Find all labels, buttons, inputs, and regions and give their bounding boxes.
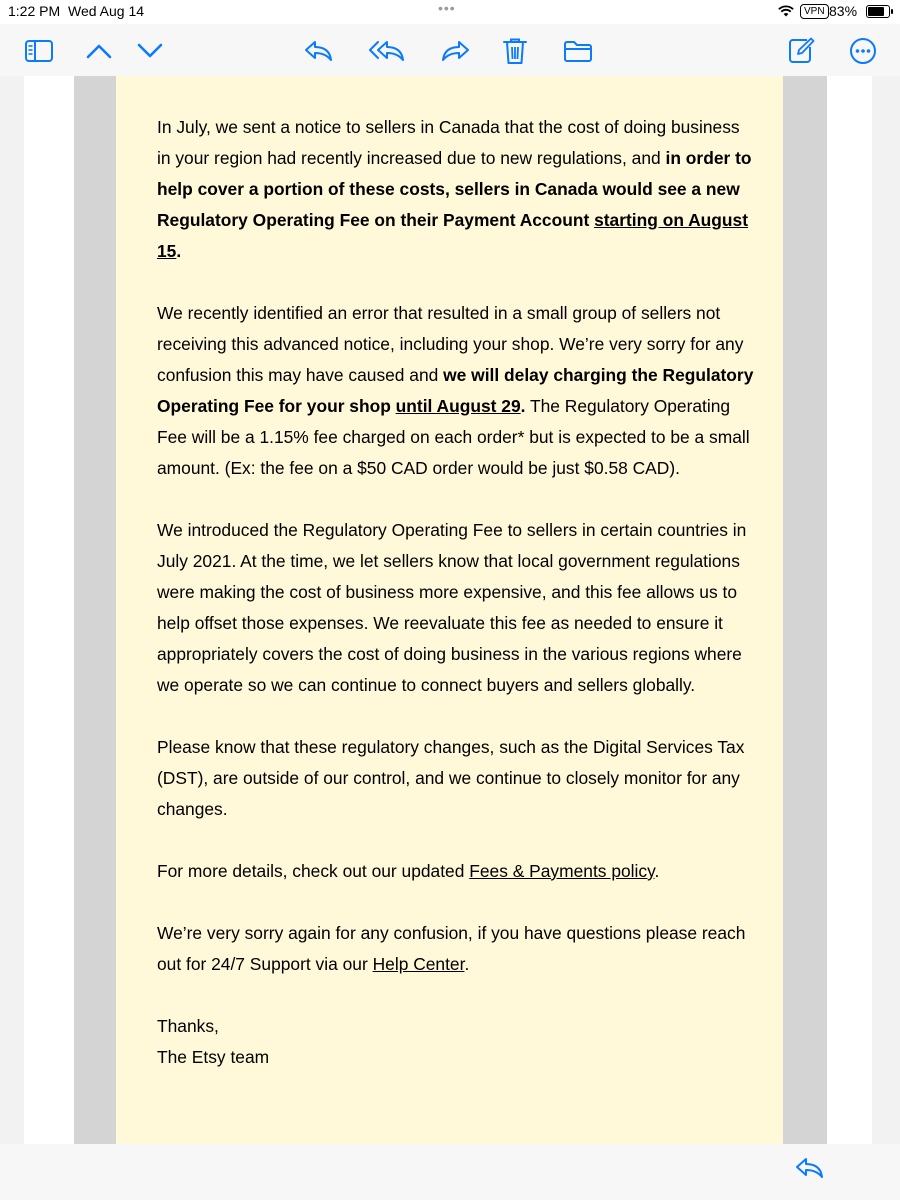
wifi-icon [778,4,794,20]
page-margin-left [0,76,24,1144]
status-bar [0,0,900,24]
sidebar-icon[interactable] [24,36,54,66]
paragraph-3: We introduced the Regulatory Operating Fee to sellers in certain countries in July 2021. At the time, we let sellers know that local government regulations were making the cost of business more expensive, and this fee allows us to help offset those expenses. We reevaluate this fee as needed to ensure it appropriately covers the cost of doing business in the various regions where we operate so we can continue to connect buyers and sellers globally. [157,520,747,695]
bottom-toolbar [0,1144,900,1200]
reply-icon[interactable] [304,36,334,66]
chevron-up-icon[interactable] [84,36,114,66]
mail-toolbar [0,24,900,76]
signoff: Thanks, [157,1016,219,1036]
email-border-left [74,76,116,1144]
paragraph-2: We recently identified an error that resulted in a small group of sellers not receiving this advanced notice, including your shop. We’re very sorry for any confusion this may have caused and we will delay charging the Regulatory Operating Fee for your shop until August 29. The Regulatory Operating Fee will be a 1.15% fee charged on each order* but is expected to be a small amount. (Ex: the fee on a $50 CAD order would be just $0.58 CAD). [157,303,754,478]
paragraph-4: Please know that these regulatory changes, such as the Digital Services Tax (DST), are outside of our control, and we continue to closely monitor for any changes. [157,737,745,819]
email-border-right [783,76,827,1144]
battery-icon [866,5,890,18]
forward-icon[interactable] [440,36,470,66]
paragraph-1: In July, we sent a notice to sellers in Canada that the cost of doing business in your region had recently increased due to new regulations, and in order to help cover a portion of these costs, sellers in Canada would see a new Regulatory Operating Fee on their Payment Account starting on August 15. [157,117,752,261]
help-center-link[interactable]: Help Center [372,954,465,974]
multitasking-dots-icon[interactable]: ••• [438,0,456,16]
paragraph-5: For more details, check out our updated Fees & Payments policy. [157,861,660,881]
trash-icon[interactable] [500,36,530,66]
compose-icon[interactable] [786,36,816,66]
signature: The Etsy team [157,1047,270,1067]
paragraph-6: We’re very sorry again for any confusion, if you have questions please reach out for 24/7 Support via our Help Center. [157,923,746,974]
status-time: 1:22 PM [8,3,61,19]
more-icon[interactable] [848,36,878,66]
date-delay-link[interactable]: until August 29 [395,396,521,416]
status-date: Wed Aug 14 [68,3,145,19]
battery-percent: 83% [829,3,858,19]
folder-icon[interactable] [563,36,593,66]
date-start-link[interactable]: starting on August 15 [157,210,749,261]
vpn-badge: VPN [800,4,829,19]
reply-icon[interactable] [795,1156,825,1187]
email-content [157,112,757,1073]
reply-all-icon[interactable] [368,36,406,66]
fees-policy-link[interactable]: Fees & Payments policy [469,861,655,881]
chevron-down-icon[interactable] [135,36,165,66]
page-margin-right [872,76,900,1144]
